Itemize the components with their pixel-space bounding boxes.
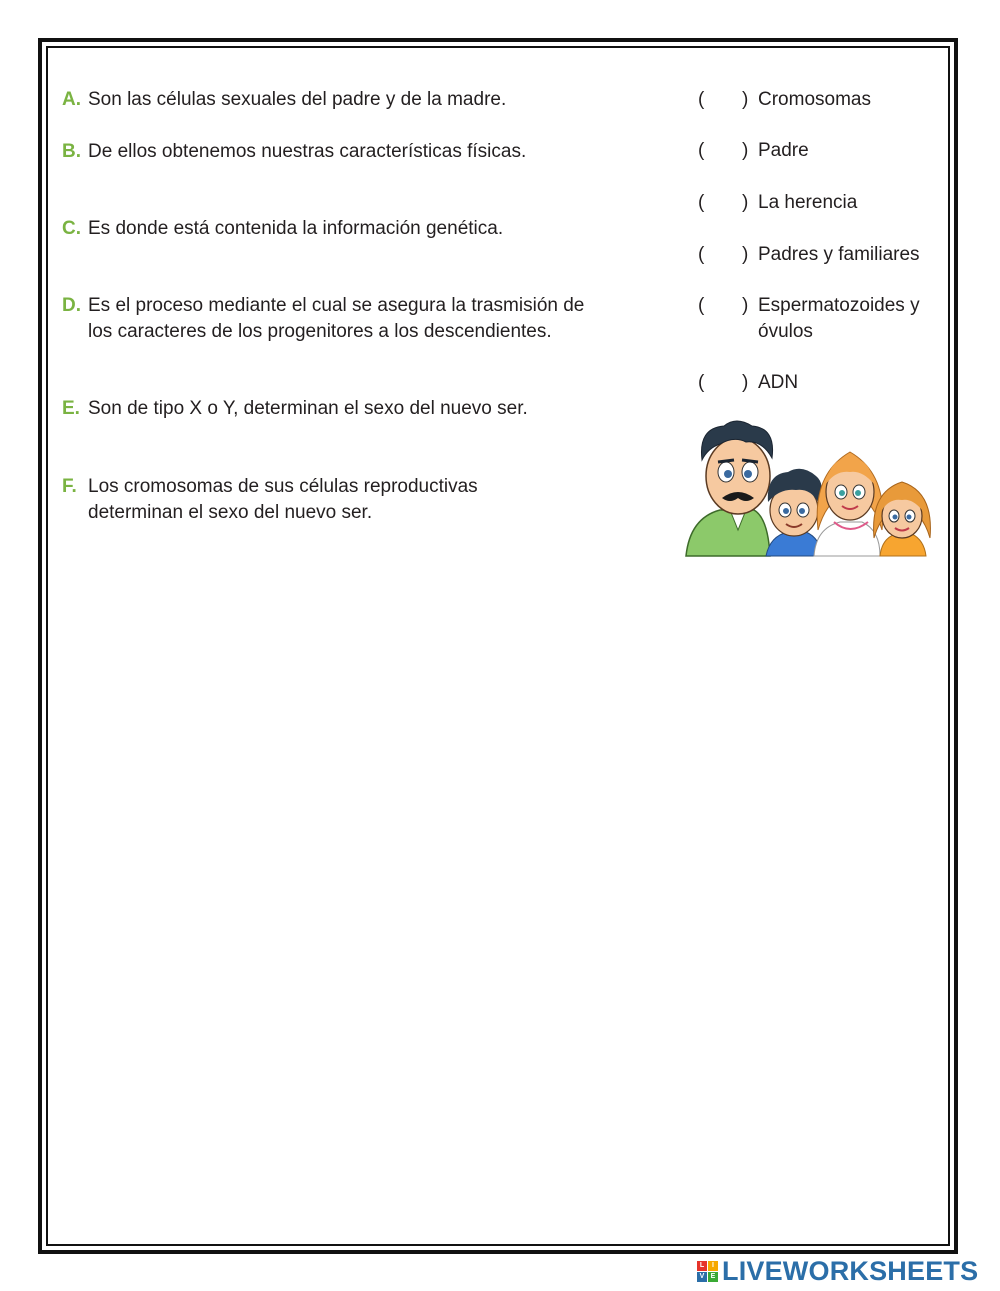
logo-letter: I <box>708 1261 718 1271</box>
answer-slot-input[interactable] <box>710 89 740 111</box>
paren-open: ( <box>698 244 705 265</box>
clue-letter: E. <box>62 398 80 419</box>
clue-e <box>62 396 562 422</box>
clue-letter: A. <box>62 89 81 110</box>
logo-letter: L <box>697 1261 707 1271</box>
clue-letter: B. <box>62 141 81 162</box>
paren-close: ) <box>742 372 749 393</box>
clue-text: Es donde está contenida la información genética. <box>88 218 504 239</box>
logo-mark-icon <box>697 1261 718 1282</box>
logo-text: LIVEWORKSHEETS <box>722 1255 979 1286</box>
clue-c <box>62 216 532 242</box>
answer-adn <box>698 370 958 396</box>
answer-espermatozoides <box>698 293 938 345</box>
paren-close: ) <box>742 192 749 213</box>
logo-letter: V <box>697 1272 707 1282</box>
paren-close: ) <box>742 244 749 265</box>
clue-text: Los cromosomas de sus células reproductivas determinan el sexo del nuevo ser. <box>88 476 478 523</box>
paren-open: ( <box>698 140 705 161</box>
paren-open: ( <box>698 372 705 393</box>
paren-close: ) <box>742 89 749 110</box>
liveworksheets-logo[interactable] <box>697 1256 978 1286</box>
logo-letter: E <box>708 1272 718 1282</box>
clue-letter: C. <box>62 218 81 239</box>
answer-padres-familiares <box>698 242 958 268</box>
answer-slot-input[interactable] <box>710 140 740 162</box>
answer-text: Padres y familiares <box>758 244 920 265</box>
answer-cromosomas <box>698 87 958 113</box>
answer-text: Padre <box>758 140 809 161</box>
family-illustration <box>684 418 934 558</box>
paren-close: ) <box>742 295 749 316</box>
clue-d <box>62 293 592 345</box>
mother-figure <box>814 452 883 556</box>
answer-la-herencia <box>698 190 958 216</box>
answer-slot-input[interactable] <box>710 372 740 394</box>
answer-text: Espermatozoides y óvulos <box>758 295 920 342</box>
answer-slot-input[interactable] <box>710 244 740 266</box>
boy-figure <box>766 469 822 556</box>
paren-open: ( <box>698 295 705 316</box>
answer-slot-input[interactable] <box>710 192 740 214</box>
answer-text: ADN <box>758 372 799 393</box>
clue-letter: F. <box>62 476 77 497</box>
clue-text: De ellos obtenemos nuestras características físicas. <box>88 141 527 162</box>
clue-text: Son las células sexuales del padre y de la madre. <box>88 89 507 110</box>
clue-letter: D. <box>62 295 81 316</box>
clue-text: Son de tipo X o Y, determinan el sexo del nuevo ser. <box>88 398 528 419</box>
clue-a <box>62 87 592 113</box>
father-figure <box>686 421 773 556</box>
clue-f <box>62 474 572 526</box>
answer-padre <box>698 138 958 164</box>
answer-slot-input[interactable] <box>710 295 740 317</box>
clue-text: Es el proceso mediante el cual se asegura la trasmisión de los caracteres de los progenitores a los descendientes. <box>88 295 585 342</box>
answer-text: La herencia <box>758 192 858 213</box>
paren-close: ) <box>742 140 749 161</box>
answer-text: Cromosomas <box>758 89 871 110</box>
clue-b <box>62 139 562 165</box>
paren-open: ( <box>698 192 705 213</box>
paren-open: ( <box>698 89 705 110</box>
girl-figure <box>874 482 931 556</box>
